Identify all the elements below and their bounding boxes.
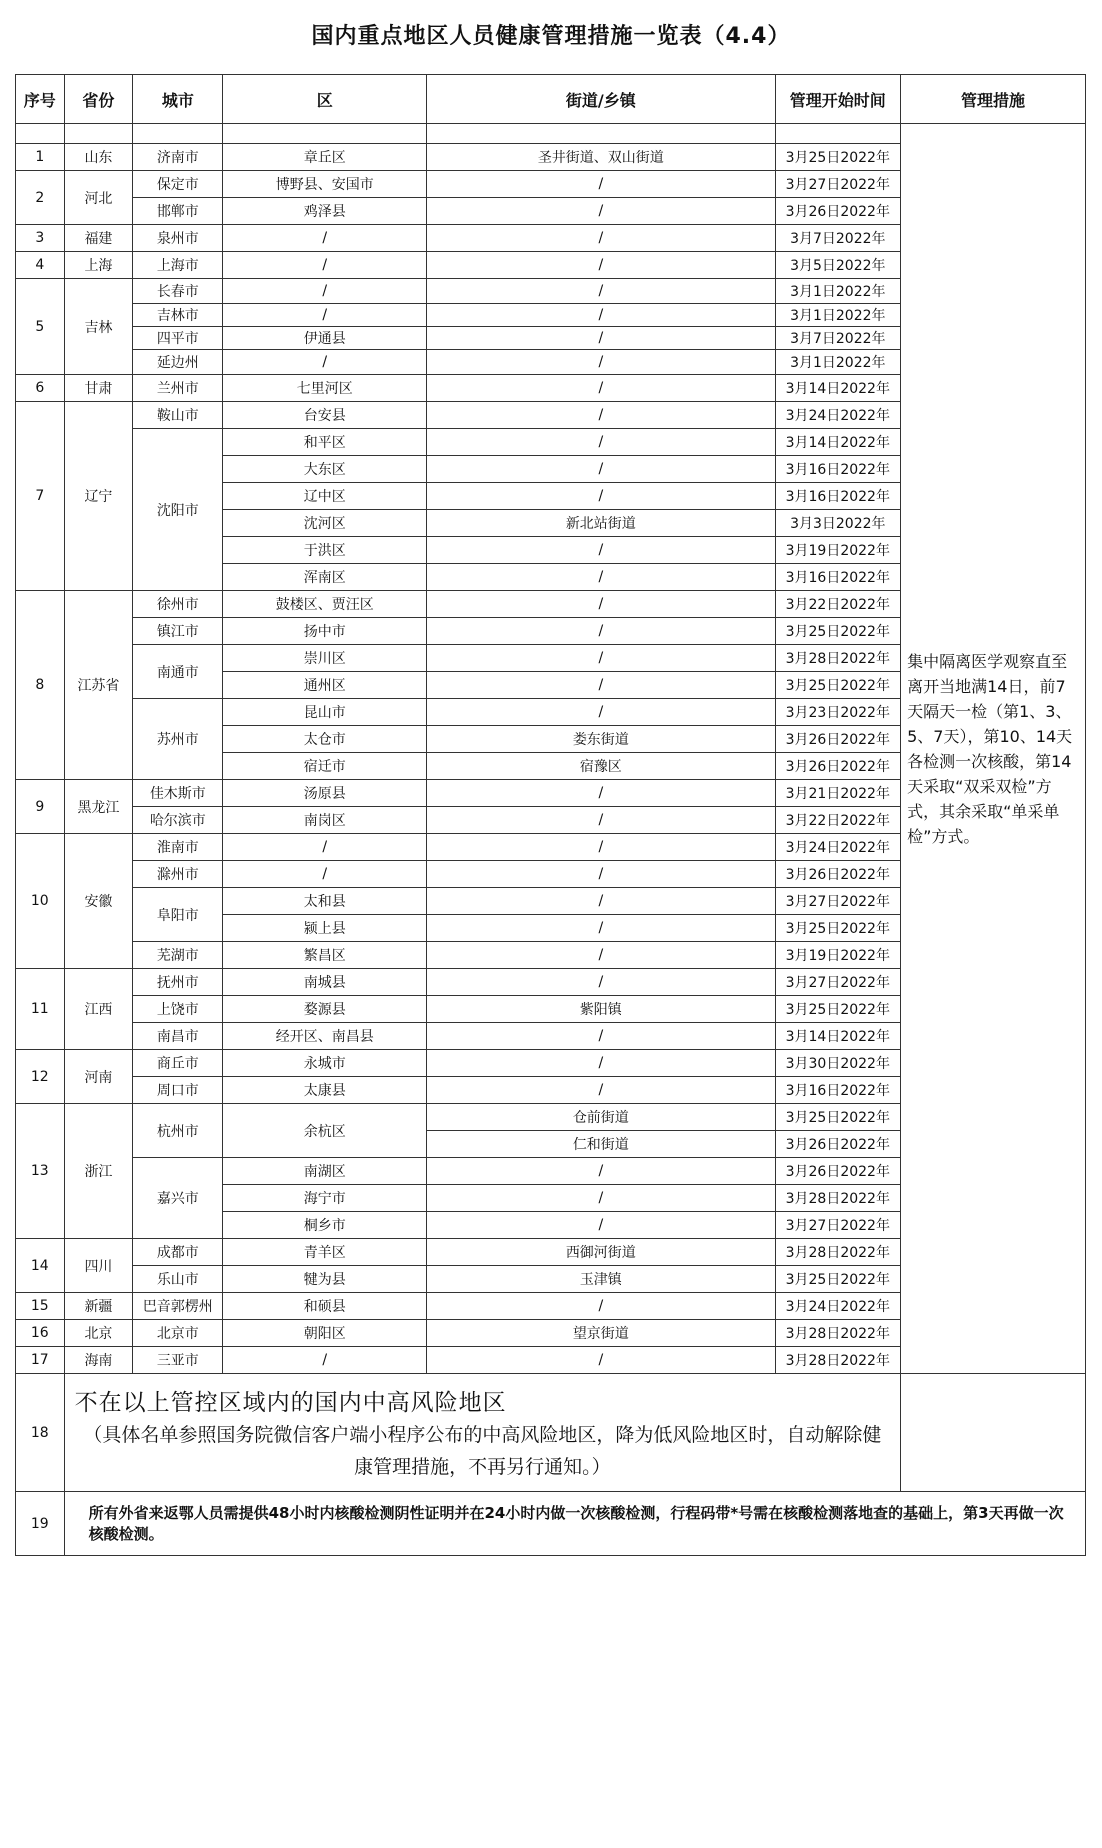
row-start-date: 3月27日2022年 [775, 888, 901, 915]
row-district: 青羊区 [223, 1239, 427, 1266]
row-district: 博野县、安国市 [223, 171, 427, 198]
header-street: 街道/乡镇 [427, 75, 775, 124]
row-start-date: 3月26日2022年 [775, 198, 901, 225]
row-city: 泉州市 [133, 225, 223, 252]
row-province: 安徽 [64, 834, 133, 969]
row-start-date: 3月3日2022年 [775, 510, 901, 537]
row-district: 经开区、南昌县 [223, 1023, 427, 1050]
row18-main-text: 不在以上管控区域内的国内中高风险地区 [74, 1390, 507, 1416]
measures-table [15, 74, 1086, 1556]
row-city: 济南市 [133, 144, 223, 171]
row18-sub-text: （具体名单参照国务院微信客户端小程序公布的中高风险地区，降为低风险地区时，自动解除健康管理措施，不再另行通知。） [83, 1424, 882, 1478]
row-no: 11 [16, 969, 65, 1050]
row-no: 2 [16, 171, 65, 225]
row-city: 乐山市 [133, 1266, 223, 1293]
row-street: / [427, 225, 775, 252]
row-start-date: 3月27日2022年 [775, 171, 901, 198]
row-start-date: 3月16日2022年 [775, 483, 901, 510]
row-no: 17 [16, 1347, 65, 1374]
row-district: 南岗区 [223, 807, 427, 834]
row-district: 和平区 [223, 429, 427, 456]
row-district: 太康县 [223, 1077, 427, 1104]
row-city: 成都市 [133, 1239, 223, 1266]
row-city: 哈尔滨市 [133, 807, 223, 834]
row-district: 宿迁市 [223, 753, 427, 780]
row-start-date: 3月25日2022年 [775, 144, 901, 171]
row-no: 10 [16, 834, 65, 969]
row-street: / [427, 807, 775, 834]
row-start-date: 3月28日2022年 [775, 1239, 901, 1266]
row-district: 桐乡市 [223, 1212, 427, 1239]
row-start-date: 3月22日2022年 [775, 807, 901, 834]
row-start-date: 3月7日2022年 [775, 225, 901, 252]
row-city: 上饶市 [133, 996, 223, 1023]
header-measure: 管理措施 [901, 75, 1086, 124]
row-street: / [427, 198, 775, 225]
row-start-date: 3月25日2022年 [775, 1104, 901, 1131]
row-district: / [223, 225, 427, 252]
header-province: 省份 [64, 75, 133, 124]
row-district: 繁昌区 [223, 942, 427, 969]
row-city: 阜阳市 [133, 888, 223, 942]
row-district: 鸡泽县 [223, 198, 427, 225]
row-street: / [427, 942, 775, 969]
row-street: / [427, 915, 775, 942]
row-start-date: 3月14日2022年 [775, 375, 901, 402]
blank-cell [16, 124, 65, 144]
row-street: / [427, 1023, 775, 1050]
row-district: 章丘区 [223, 144, 427, 171]
row-district: 太仓市 [223, 726, 427, 753]
row-start-date: 3月14日2022年 [775, 1023, 901, 1050]
row-province: 上海 [64, 252, 133, 279]
row-province: 浙江 [64, 1104, 133, 1239]
table-row-19 [16, 1492, 1086, 1556]
row-street: / [427, 618, 775, 645]
row-street: / [427, 969, 775, 996]
row-start-date: 3月28日2022年 [775, 1347, 901, 1374]
row-district: 台安县 [223, 402, 427, 429]
row-district: 颍上县 [223, 915, 427, 942]
row-street: / [427, 456, 775, 483]
row-no: 1 [16, 144, 65, 171]
row-district: 和硕县 [223, 1293, 427, 1320]
row-street: / [427, 888, 775, 915]
blank-cell [427, 124, 775, 144]
row-street: / [427, 645, 775, 672]
row-district: / [223, 834, 427, 861]
row-no: 9 [16, 780, 65, 834]
row-street: / [427, 1185, 775, 1212]
row-street: / [427, 1347, 775, 1374]
row-province: 海南 [64, 1347, 133, 1374]
row-no: 8 [16, 591, 65, 780]
row-province: 四川 [64, 1239, 133, 1293]
row-no: 15 [16, 1293, 65, 1320]
row-start-date: 3月21日2022年 [775, 780, 901, 807]
row-start-date: 3月25日2022年 [775, 1266, 901, 1293]
row-start-date: 3月26日2022年 [775, 753, 901, 780]
row-city: 兰州市 [133, 375, 223, 402]
row-no: 4 [16, 252, 65, 279]
row-street: / [427, 171, 775, 198]
row-start-date: 3月28日2022年 [775, 645, 901, 672]
row-city: 上海市 [133, 252, 223, 279]
row-province: 河南 [64, 1050, 133, 1104]
row-street: 仁和街道 [427, 1131, 775, 1158]
row-no: 6 [16, 375, 65, 402]
row-city: 佳木斯市 [133, 780, 223, 807]
row-street: / [427, 834, 775, 861]
row-street: / [427, 1077, 775, 1104]
row-city: 邯郸市 [133, 198, 223, 225]
row-city: 吉林市 [133, 304, 223, 327]
row-start-date: 3月16日2022年 [775, 456, 901, 483]
row-city: 巴音郭楞州 [133, 1293, 223, 1320]
row-city: 抚州市 [133, 969, 223, 996]
row-district: 昆山市 [223, 699, 427, 726]
row-no: 7 [16, 402, 65, 591]
row18-text-cell [64, 1374, 901, 1492]
row-district: / [223, 304, 427, 327]
row-start-date: 3月7日2022年 [775, 327, 901, 350]
row-district: / [223, 252, 427, 279]
row-city: 鞍山市 [133, 402, 223, 429]
row-no: 5 [16, 279, 65, 375]
row-street: / [427, 537, 775, 564]
row-start-date: 3月19日2022年 [775, 537, 901, 564]
row-start-date: 3月25日2022年 [775, 915, 901, 942]
row-start-date: 3月25日2022年 [775, 672, 901, 699]
row-street: / [427, 780, 775, 807]
row-start-date: 3月1日2022年 [775, 350, 901, 375]
row-city: 南通市 [133, 645, 223, 699]
row-district: 朝阳区 [223, 1320, 427, 1347]
header-city: 城市 [133, 75, 223, 124]
row-start-date: 3月1日2022年 [775, 279, 901, 304]
row-street: / [427, 699, 775, 726]
row-street: / [427, 350, 775, 375]
header-start-date: 管理开始时间 [775, 75, 901, 124]
row-street: / [427, 861, 775, 888]
row-street: 玉津镇 [427, 1266, 775, 1293]
row-no: 3 [16, 225, 65, 252]
row-start-date: 3月22日2022年 [775, 591, 901, 618]
row-street: 娄东街道 [427, 726, 775, 753]
page-title: 国内重点地区人员健康管理措施一览表（4.4） [311, 24, 791, 49]
row-district: 大东区 [223, 456, 427, 483]
row-district: 鼓楼区、贾汪区 [223, 591, 427, 618]
row-province: 江苏省 [64, 591, 133, 780]
row-district: 通州区 [223, 672, 427, 699]
row-start-date: 3月27日2022年 [775, 969, 901, 996]
row-city: 保定市 [133, 171, 223, 198]
row-street: / [427, 402, 775, 429]
row-street: / [427, 429, 775, 456]
row-city: 苏州市 [133, 699, 223, 780]
row-district: 浑南区 [223, 564, 427, 591]
row-district: 太和县 [223, 888, 427, 915]
row-street: / [427, 304, 775, 327]
row-start-date: 3月23日2022年 [775, 699, 901, 726]
row-start-date: 3月24日2022年 [775, 402, 901, 429]
row-province: 福建 [64, 225, 133, 252]
blank-cell [775, 124, 901, 144]
row-city: 周口市 [133, 1077, 223, 1104]
row-province: 辽宁 [64, 402, 133, 591]
table-row-18 [16, 1374, 1086, 1492]
row-city: 三亚市 [133, 1347, 223, 1374]
row-start-date: 3月27日2022年 [775, 1212, 901, 1239]
row-start-date: 3月26日2022年 [775, 861, 901, 888]
row-start-date: 3月26日2022年 [775, 726, 901, 753]
row-start-date: 3月28日2022年 [775, 1320, 901, 1347]
row-city: 徐州市 [133, 591, 223, 618]
row-district: 崇川区 [223, 645, 427, 672]
row-start-date: 3月24日2022年 [775, 834, 901, 861]
row-street: 望京街道 [427, 1320, 775, 1347]
row-city: 杭州市 [133, 1104, 223, 1158]
row-province: 山东 [64, 144, 133, 171]
row-city: 四平市 [133, 327, 223, 350]
row-start-date: 3月26日2022年 [775, 1131, 901, 1158]
row-start-date: 3月16日2022年 [775, 1077, 901, 1104]
header-no: 序号 [16, 75, 65, 124]
row-district: 南湖区 [223, 1158, 427, 1185]
row-district: 七里河区 [223, 375, 427, 402]
row19-text-cell: 所有外省来返鄂人员需提供48小时内核酸检测阴性证明并在24小时内做一次核酸检测，行程码带*号需在核酸检测落地查的基础上，第3天再做一次核酸检测。 [64, 1492, 1085, 1556]
row-city: 商丘市 [133, 1050, 223, 1077]
row-street: / [427, 327, 775, 350]
row-province: 黑龙江 [64, 780, 133, 834]
row-district: 扬中市 [223, 618, 427, 645]
row-start-date: 3月16日2022年 [775, 564, 901, 591]
row-district: 辽中区 [223, 483, 427, 510]
row-district: / [223, 1347, 427, 1374]
row-street: / [427, 672, 775, 699]
row-start-date: 3月28日2022年 [775, 1185, 901, 1212]
blank-row [16, 124, 1086, 144]
row-start-date: 3月1日2022年 [775, 304, 901, 327]
row-city: 长春市 [133, 279, 223, 304]
row-street: / [427, 591, 775, 618]
row-district: / [223, 279, 427, 304]
row-street: / [427, 279, 775, 304]
row-city: 延边州 [133, 350, 223, 375]
blank-cell [64, 124, 133, 144]
row-city: 嘉兴市 [133, 1158, 223, 1239]
measures-table-wrapper [15, 74, 1086, 1556]
row-no: 18 [16, 1374, 65, 1492]
table-body [16, 124, 1086, 1556]
row-start-date: 3月14日2022年 [775, 429, 901, 456]
row-province: 新疆 [64, 1293, 133, 1320]
blank-cell [133, 124, 223, 144]
row-district: 汤原县 [223, 780, 427, 807]
header-district: 区 [223, 75, 427, 124]
row-city: 沈阳市 [133, 429, 223, 591]
row-province: 甘肃 [64, 375, 133, 402]
row-district: 于洪区 [223, 537, 427, 564]
row-city: 镇江市 [133, 618, 223, 645]
row-district: 伊通县 [223, 327, 427, 350]
blank-cell [223, 124, 427, 144]
row-street: / [427, 564, 775, 591]
row-start-date: 3月30日2022年 [775, 1050, 901, 1077]
row-district: 犍为县 [223, 1266, 427, 1293]
row-district: 南城县 [223, 969, 427, 996]
row-district: / [223, 350, 427, 375]
row-start-date: 3月5日2022年 [775, 252, 901, 279]
row-street: / [427, 1050, 775, 1077]
row-province: 河北 [64, 171, 133, 225]
row-street: 西御河街道 [427, 1239, 775, 1266]
header-row [16, 75, 1086, 124]
row-city: 滁州市 [133, 861, 223, 888]
row-no: 13 [16, 1104, 65, 1239]
row-district: 沈河区 [223, 510, 427, 537]
row-street: 圣井街道、双山街道 [427, 144, 775, 171]
row-city: 淮南市 [133, 834, 223, 861]
row-no: 19 [16, 1492, 65, 1556]
row-street: / [427, 375, 775, 402]
row-street: / [427, 1212, 775, 1239]
row-street: 紫阳镇 [427, 996, 775, 1023]
row-street: 新北站街道 [427, 510, 775, 537]
measure-cell: 集中隔离医学观察直至离开当地满14日，前7天隔天一检（第1、3、5、7天），第10、14天各检测一次核酸，第14天采取“双采双检”方式，其余采取“单采单检”方式。 [901, 124, 1086, 1374]
row-start-date: 3月24日2022年 [775, 1293, 901, 1320]
row-city: 南昌市 [133, 1023, 223, 1050]
row-district: 余杭区 [223, 1104, 427, 1158]
row-start-date: 3月25日2022年 [775, 618, 901, 645]
row-start-date: 3月26日2022年 [775, 1158, 901, 1185]
row-street: / [427, 1158, 775, 1185]
row-street: / [427, 1293, 775, 1320]
row-city: 芜湖市 [133, 942, 223, 969]
row-start-date: 3月25日2022年 [775, 996, 901, 1023]
row-no: 16 [16, 1320, 65, 1347]
measure-empty-cell [901, 1374, 1086, 1492]
row-district: / [223, 861, 427, 888]
row-start-date: 3月19日2022年 [775, 942, 901, 969]
row-district: 海宁市 [223, 1185, 427, 1212]
row-no: 14 [16, 1239, 65, 1293]
row-street: 仓前街道 [427, 1104, 775, 1131]
row-district: 婺源县 [223, 996, 427, 1023]
row-street: / [427, 252, 775, 279]
row-province: 吉林 [64, 279, 133, 375]
row-street: 宿豫区 [427, 753, 775, 780]
row-district: 永城市 [223, 1050, 427, 1077]
row-city: 北京市 [133, 1320, 223, 1347]
row-no: 12 [16, 1050, 65, 1104]
row-province: 北京 [64, 1320, 133, 1347]
row-province: 江西 [64, 969, 133, 1050]
row-street: / [427, 483, 775, 510]
